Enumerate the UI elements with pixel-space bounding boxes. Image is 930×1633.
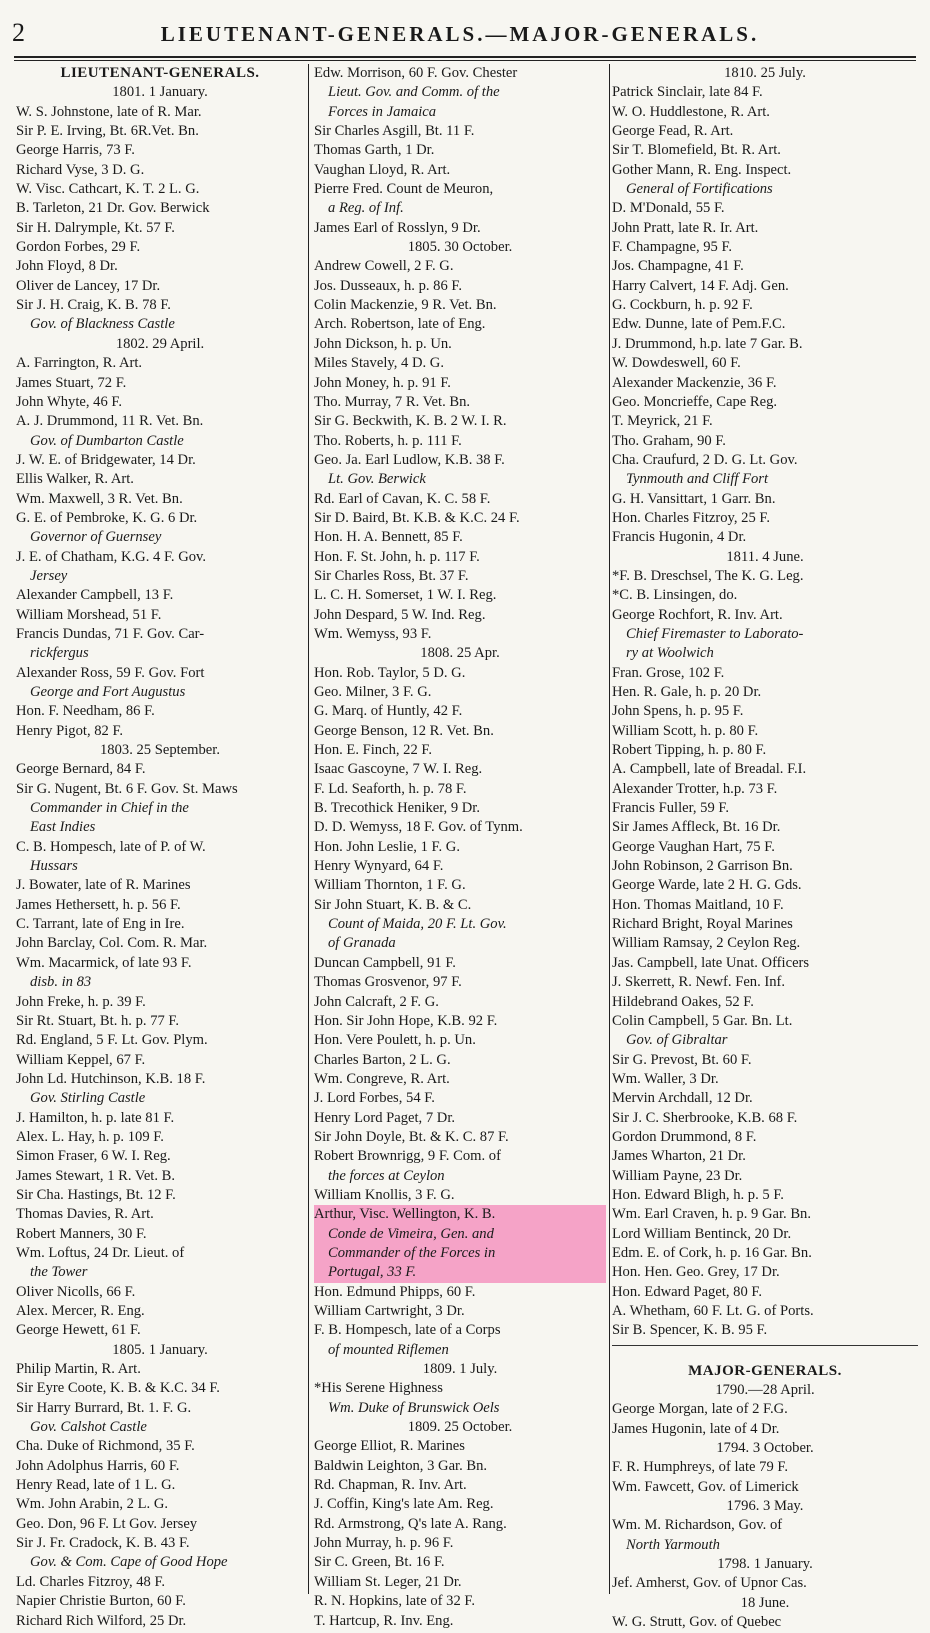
officer-entry: D. D. Wemyss, 18 F. Gov. of Tynm. — [314, 819, 523, 836]
officer-entry: John Spens, h. p. 95 F. — [612, 703, 744, 720]
officer-entry: Cha. Craufurd, 2 D. G. Lt. Gov. — [612, 451, 798, 468]
officer-entry: *F. B. Dreschsel, The K. G. Leg. — [612, 567, 804, 584]
officer-entry: James Wharton, 21 Dr. — [612, 1148, 746, 1165]
officer-entry: Robert Manners, 30 F. — [16, 1225, 147, 1242]
page-number: 2 — [12, 18, 25, 47]
officer-entry: Charles Barton, 2 L. G. — [314, 1051, 451, 1068]
officer-entry: Tho. Graham, 90 F. — [612, 432, 726, 449]
officer-entry: Hen. R. Gale, h. p. 20 Dr. — [612, 684, 762, 700]
officer-entry: Gordon Drummond, 8 F. — [612, 1128, 757, 1145]
officer-entry: William Payne, 23 Dr. — [612, 1167, 743, 1184]
officer-entry: Sir J. H. Craig, K. B. 78 F. — [16, 297, 171, 314]
officer-entry: W. Visc. Cathcart, K. T. 2 L. G. — [16, 181, 200, 198]
officer-entry: John Ld. Hutchinson, K.B. 18 F. — [16, 1070, 206, 1087]
promotion-date: 1802. 29 April. — [115, 335, 205, 352]
officer-entry: Richard Bright, Royal Marines — [612, 916, 793, 933]
officer-entry: Sir C. Green, Bt. 16 F. — [314, 1554, 445, 1571]
officer-appointment: Hussars — [30, 858, 78, 875]
officer-entry: Hon. Rob. Taylor, 5 D. G. — [314, 664, 466, 681]
officer-entry: George Hewett, 61 F. — [16, 1322, 141, 1339]
officer-entry: Wm. Fawcett, Gov. of Limerick — [612, 1478, 799, 1495]
officer-entry: J. E. of Chatham, K.G. 4 F. Gov. — [16, 548, 207, 565]
officer-entry: Jas. Campbell, late Unat. Officers — [612, 954, 810, 971]
officer-entry: Henry Wynyard, 64 F. — [314, 858, 444, 875]
officer-entry: John Barclay, Col. Com. R. Mar. — [16, 935, 208, 952]
promotion-date: 1794. 3 October. — [716, 1440, 814, 1457]
officer-entry: Thomas Garth, 1 Dr. — [314, 142, 435, 159]
officer-appointment: Governor of Guernsey — [30, 529, 162, 546]
promotion-date: 1805. 1 January. — [112, 1341, 208, 1358]
column-2 — [314, 64, 606, 1629]
highlighted-entry: Commander of the Forces in — [314, 1244, 606, 1263]
officer-appointment: George and Fort Augustus — [30, 684, 186, 700]
officer-entry: Wm. Wemyss, 93 F. — [314, 625, 432, 642]
officer-entry: Richard Vyse, 3 D. G. — [16, 161, 145, 178]
officer-entry: Hon. H. A. Bennett, 85 F. — [314, 529, 463, 546]
officer-entry: Francis Fuller, 59 F. — [612, 800, 730, 817]
promotion-date: 1810. 25 July. — [724, 65, 806, 81]
officer-entry: Sir G. Prevost, Bt. 60 F. — [612, 1051, 752, 1068]
officer-appointment: East Indies — [30, 819, 96, 836]
officer-entry: Sir Cha. Hastings, Bt. 12 F. — [16, 1186, 176, 1203]
page-header — [0, 0, 930, 62]
officer-entry: John Floyd, 8 Dr. — [16, 258, 118, 275]
header-rule-thin — [14, 60, 916, 61]
officer-entry: Rd. England, 5 F. Lt. Gov. Plym. — [16, 1032, 208, 1049]
officer-entry: John Pratt, late R. Ir. Art. — [612, 219, 759, 236]
officer-entry: Napier Christie Burton, 60 F. — [16, 1593, 186, 1610]
officer-appointment: the Tower — [30, 1264, 88, 1281]
officer-entry: F. Ld. Seaforth, h. p. 78 F. — [314, 780, 467, 797]
officer-entry: Rd. Chapman, R. Inv. Art. — [314, 1477, 467, 1494]
officer-entry: Alexander Trotter, h.p. 73 F. — [612, 780, 778, 797]
officer-entry: Gordon Forbes, 29 F. — [16, 239, 141, 256]
officer-entry: Sir Charles Asgill, Bt. 11 F. — [314, 123, 475, 140]
officer-entry: C. B. Hompesch, late of P. of W. — [16, 838, 206, 855]
officer-entry: John Dickson, h. p. Un. — [314, 335, 452, 352]
officer-entry: George Warde, late 2 H. G. Gds. — [612, 877, 802, 894]
officer-entry: Colin Campbell, 5 Gar. Bn. Lt. — [612, 1012, 793, 1029]
column-divider — [308, 64, 309, 1594]
officer-entry: W. G. Strutt, Gov. of Quebec — [612, 1614, 782, 1631]
officer-entry: George Vaughan Hart, 75 F. — [612, 838, 775, 855]
officer-entry: Wm. John Arabin, 2 L. G. — [16, 1496, 169, 1513]
column-1 — [16, 64, 304, 1629]
officer-entry: Cha. Duke of Richmond, 35 F. — [16, 1438, 195, 1455]
officer-entry: J. Drummond, h.p. late 7 Gar. B. — [612, 335, 803, 352]
officer-entry: Thomas Davies, R. Art. — [16, 1206, 154, 1223]
officer-entry: Alexander Ross, 59 F. Gov. Fort — [16, 664, 205, 681]
officer-entry: Tho. Roberts, h. p. 111 F. — [314, 432, 462, 449]
officer-entry: Sir P. E. Irving, Bt. 6R.Vet. Bn. — [16, 123, 199, 140]
officer-entry: James Hugonin, late of 4 Dr. — [612, 1420, 780, 1437]
officer-entry: John Money, h. p. 91 F. — [314, 374, 451, 391]
officer-entry: Colin Mackenzie, 9 R. Vet. Bn. — [314, 297, 497, 314]
officer-entry: Hon. Edmund Phipps, 60 F. — [314, 1283, 476, 1300]
officer-entry: Francis Hugonin, 4 Dr. — [612, 529, 747, 546]
officer-entry: Hon. Charles Fitzroy, 25 F. — [612, 509, 771, 526]
officer-appointment: of mounted Riflemen — [328, 1341, 449, 1358]
officer-entry: F. B. Hompesch, late of a Corps — [314, 1322, 501, 1339]
officer-entry: Duncan Campbell, 91 F. — [314, 954, 456, 971]
officer-entry: Patrick Sinclair, late 84 F. — [612, 84, 763, 101]
promotion-date: 1798. 1 January. — [717, 1556, 813, 1573]
highlighted-entry: Arthur, Visc. Wellington, K. B. — [314, 1205, 606, 1224]
officer-entry: Lord William Bentinck, 20 Dr. — [612, 1225, 792, 1242]
officer-entry: Sir Rt. Stuart, Bt. h. p. 77 F. — [16, 1012, 180, 1029]
officer-appointment: Commander in Chief in the — [30, 800, 189, 817]
officer-entry: John Robinson, 2 Garrison Bn. — [612, 858, 793, 875]
officer-entry: George Rochfort, R. Inv. Art. — [612, 606, 783, 623]
column-3 — [612, 64, 918, 1631]
officer-appointment: Gov. Calshot Castle — [30, 1419, 147, 1436]
officer-appointment: Count of Maida, 20 F. Lt. Gov. — [328, 916, 507, 933]
officer-entry: William Knollis, 3 F. G. — [314, 1186, 455, 1203]
officer-entry: James Earl of Rosslyn, 9 Dr. — [314, 219, 481, 236]
officer-entry: G. E. of Pembroke, K. G. 6 Dr. — [16, 509, 198, 526]
officer-entry: Rd. Earl of Cavan, K. C. 58 F. — [314, 490, 491, 507]
officer-appointment: the forces at Ceylon — [328, 1167, 445, 1184]
officer-entry: Hon. John Leslie, 1 F. G. — [314, 838, 460, 855]
officer-entry: Sir John Stuart, K. B. & C. — [314, 896, 472, 913]
officer-entry: A. J. Drummond, 11 R. Vet. Bn. — [16, 413, 204, 430]
officer-entry: Edm. E. of Cork, h. p. 16 Gar. Bn. — [612, 1244, 812, 1261]
officer-entry: J. Bowater, late of R. Marines — [16, 877, 191, 894]
officer-entry: J. Coffin, King's late Am. Reg. — [314, 1496, 494, 1513]
officer-entry: William Thornton, 1 F. G. — [314, 877, 466, 894]
officer-entry: Mervin Archdall, 12 Dr. — [612, 1090, 753, 1107]
officer-entry: Oliver Nicolls, 66 F. — [16, 1283, 136, 1300]
officer-entry: James Hethersett, h. p. 56 F. — [16, 896, 181, 913]
officer-entry: Gother Mann, R. Eng. Inspect. — [612, 161, 792, 178]
officer-entry: John Freke, h. p. 39 F. — [16, 993, 146, 1010]
officer-entry: Edw. Morrison, 60 F. Gov. Chester — [314, 65, 518, 81]
officer-entry: James Stewart, 1 R. Vet. B. — [16, 1167, 176, 1184]
officer-entry: Hon. Thomas Maitland, 10 F. — [612, 896, 784, 913]
officer-entry: William Scott, h. p. 80 F. — [612, 722, 759, 739]
officer-entry: F. Champagne, 95 F. — [612, 239, 733, 256]
officer-entry: Wm. Waller, 3 Dr. — [612, 1070, 719, 1087]
officer-entry: G. Marq. of Huntly, 42 F. — [314, 703, 463, 720]
officer-entry: William Morshead, 51 F. — [16, 606, 162, 623]
officer-entry: Sir John Doyle, Bt. & K. C. 87 F. — [314, 1128, 509, 1145]
promotion-date: 1809. 25 October. — [407, 1419, 513, 1436]
officer-entry: John Calcraft, 2 F. G. — [314, 993, 439, 1010]
promotion-date: 1790.—28 April. — [715, 1382, 815, 1399]
officer-entry: William Ramsay, 2 Ceylon Reg. — [612, 935, 801, 952]
officer-entry: Sir Charles Ross, Bt. 37 F. — [314, 567, 469, 584]
officer-entry: Rd. Armstrong, Q's late A. Rang. — [314, 1515, 507, 1532]
officer-entry: John Murray, h. p. 96 F. — [314, 1535, 454, 1552]
officer-appointment: General of Fortifications — [626, 181, 773, 198]
officer-entry: Wm. M. Richardson, Gov. of — [612, 1517, 783, 1534]
officer-entry: Wm. Macarmick, of late 93 F. — [16, 954, 192, 971]
officer-entry: Sir D. Baird, Bt. K.B. & K.C. 24 F. — [314, 509, 520, 526]
promotion-date: 1796. 3 May. — [726, 1498, 804, 1515]
officer-entry: W. S. Johnstone, late of R. Mar. — [16, 103, 202, 120]
officer-entry: Alex. L. Hay, h. p. 109 F. — [16, 1128, 164, 1145]
officer-entry: Wm. Earl Craven, h. p. 9 Gar. Bn. — [612, 1206, 811, 1223]
officer-entry: B. Tarleton, 21 Dr. Gov. Berwick — [16, 200, 210, 217]
officer-entry: J. Lord Forbes, 54 F. — [314, 1090, 435, 1107]
section-heading: LIEUTENANT-GENERALS. — [60, 65, 260, 81]
officer-entry: Miles Stavely, 4 D. G. — [314, 355, 444, 372]
officer-entry: Hon. Vere Poulett, h. p. Un. — [314, 1032, 476, 1049]
officer-entry: John Despard, 5 W. Ind. Reg. — [314, 606, 486, 623]
officer-entry: L. C. H. Somerset, 1 W. I. Reg. — [314, 587, 497, 604]
officer-entry: Robert Brownrigg, 9 F. Com. of — [314, 1148, 501, 1165]
officer-entry: A. Whetham, 60 F. Lt. G. of Ports. — [612, 1303, 814, 1319]
officer-entry: George Fead, R. Art. — [612, 123, 734, 140]
officer-appointment: disb. in 83 — [30, 974, 92, 991]
officer-appointment: of Granada — [328, 935, 396, 952]
officer-entry: George Elliot, R. Marines — [314, 1438, 465, 1455]
officer-appointment: rickfergus — [30, 645, 89, 662]
section-heading: MAJOR-GENERALS. — [688, 1362, 842, 1379]
officer-entry: Hon. Sir John Hope, K.B. 92 F. — [314, 1012, 498, 1029]
header-rule — [14, 56, 916, 58]
officer-entry: J. Hamilton, h. p. late 81 F. — [16, 1109, 175, 1126]
officer-entry: Harry Calvert, 14 F. Adj. Gen. — [612, 277, 789, 294]
officer-appointment: Lt. Gov. Berwick — [328, 471, 426, 488]
officer-entry: Francis Dundas, 71 F. Gov. Car- — [16, 625, 205, 642]
officer-entry: Oliver de Lancey, 17 Dr. — [16, 277, 161, 294]
officer-appointment: Forces in Jamaica — [328, 103, 437, 120]
officer-entry: Alex. Mercer, R. Eng. — [16, 1303, 145, 1319]
section-divider — [612, 1345, 918, 1358]
promotion-date: 1801. 1 January. — [112, 84, 208, 101]
officer-entry: A. Farrington, R. Art. — [16, 355, 143, 372]
officer-entry: Wm. Maxwell, 3 R. Vet. Bn. — [16, 490, 183, 507]
officer-appointment: Gov. & Com. Cape of Good Hope — [30, 1554, 228, 1571]
officer-entry: *C. B. Linsingen, do. — [612, 587, 738, 604]
officer-entry: G. H. Vansittart, 1 Garr. Bn. — [612, 490, 776, 507]
officer-entry: Alexander Mackenzie, 36 F. — [612, 374, 777, 391]
officer-appointment: North Yarmouth — [626, 1536, 720, 1553]
officer-entry: Vaughan Lloyd, R. Art. — [314, 161, 451, 178]
officer-entry: D. M'Donald, 55 F. — [612, 200, 725, 217]
officer-entry: C. Tarrant, late of Eng in Ire. — [16, 916, 185, 933]
officer-entry: Ld. Charles Fitzroy, 48 F. — [16, 1573, 166, 1590]
officer-entry: *His Serene Highness — [314, 1380, 443, 1397]
officer-entry: Thomas Grosvenor, 97 F. — [314, 974, 462, 991]
officer-entry: George Harris, 73 F. — [16, 142, 135, 159]
officer-entry: Baldwin Leighton, 3 Gar. Bn. — [314, 1457, 488, 1474]
officer-entry: Sir G. Nugent, Bt. 6 F. Gov. St. Maws — [16, 780, 238, 797]
officer-entry: Hon. Edward Bligh, h. p. 5 F. — [612, 1186, 784, 1203]
officer-entry: Fran. Grose, 102 F. — [612, 664, 725, 681]
officer-entry: George Benson, 12 R. Vet. Bn. — [314, 722, 494, 739]
officer-entry: T. Meyrick, 21 F. — [612, 413, 713, 430]
officer-entry: J. W. E. of Bridgewater, 14 Dr. — [16, 451, 196, 468]
promotion-date: 1803. 25 September. — [100, 742, 220, 759]
officer-appointment: Gov. of Blackness Castle — [30, 316, 175, 333]
officer-entry: Sir James Affleck, Bt. 16 Dr. — [612, 819, 781, 836]
officer-appointment: ry at Woolwich — [626, 645, 714, 662]
officer-entry: Philip Martin, R. Art. — [16, 1361, 141, 1378]
promotion-date: 1809. 1 July. — [422, 1361, 498, 1378]
highlighted-entry: Conde de Vimeira, Gen. and — [314, 1225, 606, 1244]
officer-entry: Sir G. Beckwith, K. B. 2 W. I. R. — [314, 413, 507, 430]
officer-entry: Tho. Murray, 7 R. Vet. Bn. — [314, 393, 471, 410]
officer-entry: R. N. Hopkins, late of 32 F. — [314, 1593, 475, 1610]
officer-appointment: Gov. of Gibraltar — [626, 1032, 728, 1049]
officer-entry: Geo. Don, 96 F. Lt Gov. Jersey — [16, 1515, 198, 1532]
promotion-date: 1805. 30 October. — [407, 239, 513, 256]
officer-entry: John Adolphus Harris, 60 F. — [16, 1457, 180, 1474]
officer-entry: Andrew Cowell, 2 F. G. — [314, 258, 454, 275]
officer-entry: F. R. Humphreys, of late 79 F. — [612, 1459, 789, 1476]
officer-entry: Hon. Edward Paget, 80 F. — [612, 1283, 763, 1300]
officer-entry: Alexander Campbell, 13 F. — [16, 587, 174, 604]
officer-appointment: Lieut. Gov. and Comm. of the — [328, 84, 500, 101]
officer-entry: B. Trecothick Heniker, 9 Dr. — [314, 800, 481, 817]
officer-appointment: a Reg. of Inf. — [328, 200, 404, 217]
officer-entry: Robert Tipping, h. p. 80 F. — [612, 742, 767, 759]
officer-entry: Jos. Champagne, 41 F. — [612, 258, 744, 275]
officer-entry: Wm. Loftus, 24 Dr. Lieut. of — [16, 1244, 185, 1261]
officer-entry: Pierre Fred. Count de Meuron, — [314, 181, 494, 198]
officer-entry: Sir Eyre Coote, K. B. & K.C. 34 F. — [16, 1380, 220, 1397]
officer-entry: Hon. F. St. John, h. p. 117 F. — [314, 548, 480, 565]
officer-entry: George Morgan, late of 2 F.G. — [612, 1401, 788, 1418]
officer-appointment: Chief Firemaster to Laborato- — [626, 625, 804, 642]
officer-entry: William Cartwright, 3 Dr. — [314, 1303, 465, 1319]
officer-entry: Henry Lord Paget, 7 Dr. — [314, 1109, 456, 1126]
officer-appointment: Gov. Stirling Castle — [30, 1090, 146, 1107]
page-title: LIEUTENANT-GENERALS.—MAJOR-GENERALS. — [160, 22, 760, 46]
officer-entry: Geo. Milner, 3 F. G. — [314, 684, 432, 700]
promotion-date: 1808. 25 Apr. — [420, 645, 500, 662]
officer-entry: Hon. Hen. Geo. Grey, 17 Dr. — [612, 1264, 780, 1281]
highlighted-entry: Portugal, 33 F. — [314, 1263, 606, 1282]
officer-entry: A. Campbell, late of Breadal. F.I. — [612, 761, 807, 778]
column-divider — [609, 64, 610, 1594]
officer-appointment: Gov. of Dumbarton Castle — [30, 432, 184, 449]
officer-entry: Jef. Amherst, Gov. of Upnor Cas. — [612, 1575, 807, 1592]
officer-entry: J. Skerrett, R. Newf. Fen. Inf. — [612, 974, 786, 991]
officer-entry: Jos. Dusseaux, h. p. 86 F. — [314, 277, 463, 294]
officer-entry: Hon. F. Needham, 86 F. — [16, 703, 155, 720]
officer-entry: Hon. E. Finch, 22 F. — [314, 742, 433, 759]
officer-entry: Sir J. Fr. Cradock, K. B. 43 F. — [16, 1535, 190, 1552]
officer-entry: W. Dowdeswell, 60 F. — [612, 355, 741, 372]
officer-entry: George Bernard, 84 F. — [16, 761, 146, 778]
officer-entry: William Keppel, 67 F. — [16, 1051, 146, 1068]
officer-appointment: Jersey — [30, 567, 68, 584]
officer-entry: Isaac Gascoyne, 7 W. I. Reg. — [314, 761, 483, 778]
officer-entry: Sir B. Spencer, K. B. 95 F. — [612, 1322, 768, 1339]
officer-entry: Ellis Walker, R. Art. — [16, 471, 134, 488]
officer-entry: Simon Fraser, 6 W. I. Reg. — [16, 1148, 171, 1165]
officer-entry: Wm. Congreve, R. Art. — [314, 1070, 450, 1087]
officer-entry: Hildebrand Oakes, 52 F. — [612, 993, 754, 1010]
officer-entry: T. Hartcup, R. Inv. Eng. — [314, 1612, 454, 1629]
officer-appointment: Tynmouth and Cliff Fort — [626, 471, 769, 488]
officer-entry: Henry Pigot, 82 F. — [16, 722, 124, 739]
officer-entry: Edw. Dunne, late of Pem.F.C. — [612, 316, 786, 333]
officer-entry: James Stuart, 72 F. — [16, 374, 127, 391]
officer-entry: John Whyte, 46 F. — [16, 393, 122, 410]
officer-entry: Arch. Robertson, late of Eng. — [314, 316, 486, 333]
officer-entry: Geo. Moncrieffe, Cape Reg. — [612, 393, 778, 410]
officer-entry: W. O. Huddlestone, R. Art. — [612, 103, 770, 120]
officer-entry: Geo. Ja. Earl Ludlow, K.B. 38 F. — [314, 451, 505, 468]
promotion-date: 18 June. — [740, 1594, 790, 1611]
officer-entry: Sir H. Dalrymple, Kt. 57 F. — [16, 219, 175, 236]
officer-entry: Henry Read, late of 1 L. G. — [16, 1477, 176, 1494]
officer-appointment: Wm. Duke of Brunswick Oels — [328, 1399, 500, 1416]
officer-entry: William St. Leger, 21 Dr. — [314, 1573, 462, 1590]
officer-entry: G. Cockburn, h. p. 92 F. — [612, 297, 753, 314]
officer-entry: Sir Harry Burrard, Bt. 1. F. G. — [16, 1399, 192, 1416]
officer-entry: Richard Rich Wilford, 25 Dr. — [16, 1612, 187, 1629]
officer-entry: Sir J. C. Sherbrooke, K.B. 68 F. — [612, 1109, 798, 1126]
promotion-date: 1811. 4 June. — [726, 548, 804, 565]
officer-entry: Sir T. Blomefield, Bt. R. Art. — [612, 142, 781, 159]
